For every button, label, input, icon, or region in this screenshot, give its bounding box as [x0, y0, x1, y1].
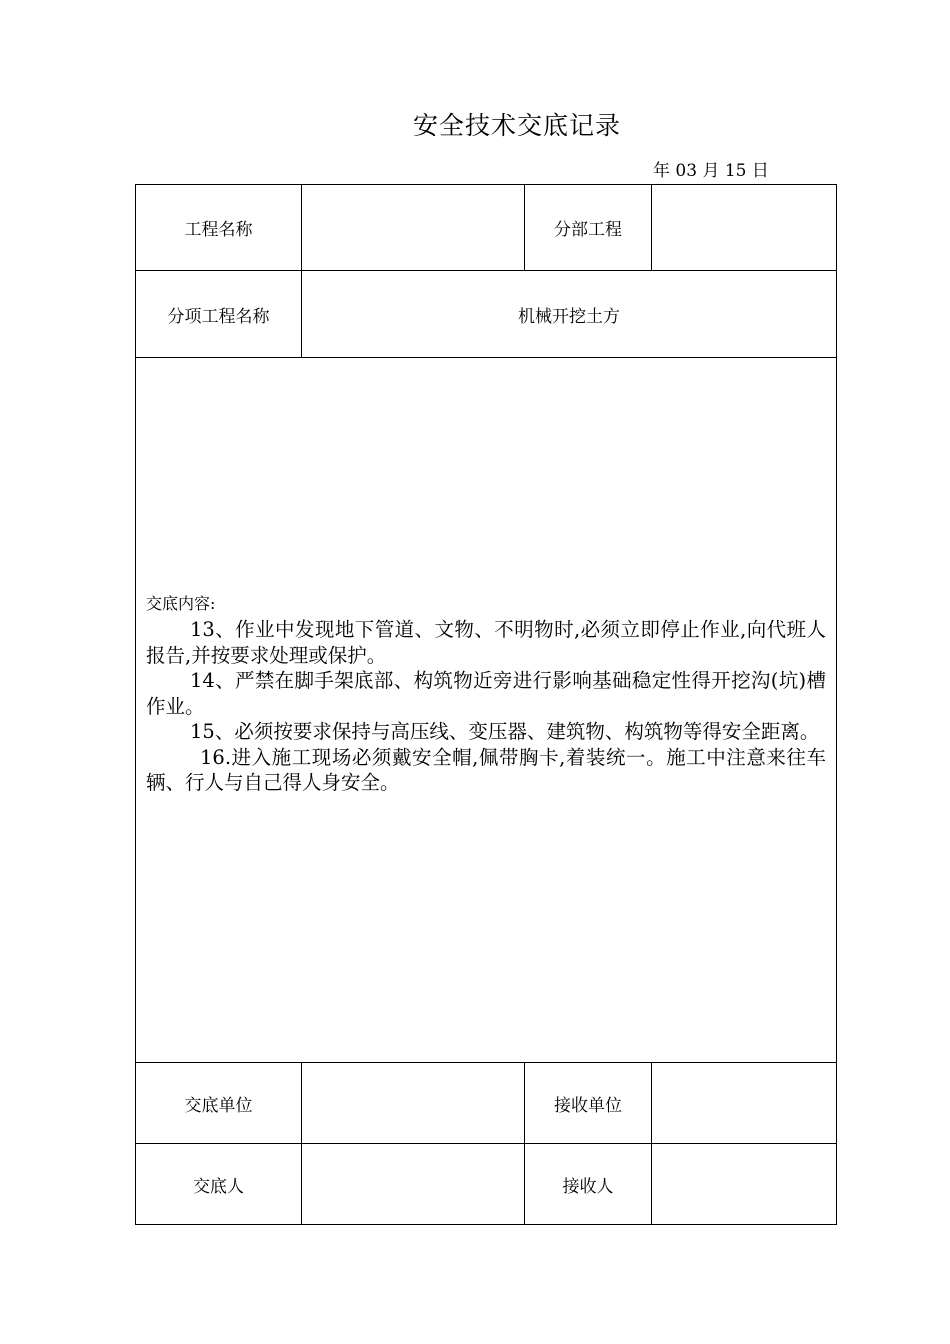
person-row	[136, 1144, 837, 1225]
issuer-label: 交底人	[136, 1144, 302, 1225]
receiving-unit-value	[652, 1063, 837, 1144]
issuer-value	[302, 1144, 525, 1225]
project-name-value	[302, 185, 525, 271]
receiver-value	[652, 1144, 837, 1225]
sub-project-value	[652, 185, 837, 271]
receiver-label: 接收人	[525, 1144, 652, 1225]
safety-briefing-form	[135, 184, 837, 1225]
issuing-unit-label: 交底单位	[136, 1063, 302, 1144]
item-row	[136, 271, 837, 358]
document-date: 年 03 月 15 日	[653, 161, 769, 181]
issuing-unit-value	[302, 1063, 525, 1144]
content-item-14: 14、严禁在脚手架底部、构筑物近旁进行影响基础稳定性得开挖沟(坑)槽作业。	[146, 669, 826, 718]
project-name-label: 工程名称	[136, 185, 302, 271]
content-heading: 交底内容:	[146, 594, 216, 613]
document-title: 安全技术交底记录	[412, 111, 621, 140]
briefing-content-cell	[136, 358, 837, 1063]
item-name-value: 机械开挖土方	[302, 271, 837, 358]
content-row	[136, 358, 837, 1063]
content-item-15: 15、必须按要求保持与高压线、变压器、建筑物、构筑物等得安全距离。	[190, 720, 820, 743]
content-item-16: 16.进入施工现场必须戴安全帽,佩带胸卡,着装统一。施工中注意来往车辆、行人与自己得人身安全。	[146, 745, 826, 794]
receiving-unit-label: 接收单位	[525, 1063, 652, 1144]
unit-row	[136, 1063, 837, 1144]
content-item-13: 13、作业中发现地下管道、文物、不明物时,必须立即停止作业,向代班人报告,并按要求处理或保护。	[146, 618, 826, 667]
sub-project-label: 分部工程	[525, 185, 652, 271]
item-name-label: 分项工程名称	[136, 271, 302, 358]
project-row	[136, 185, 837, 271]
